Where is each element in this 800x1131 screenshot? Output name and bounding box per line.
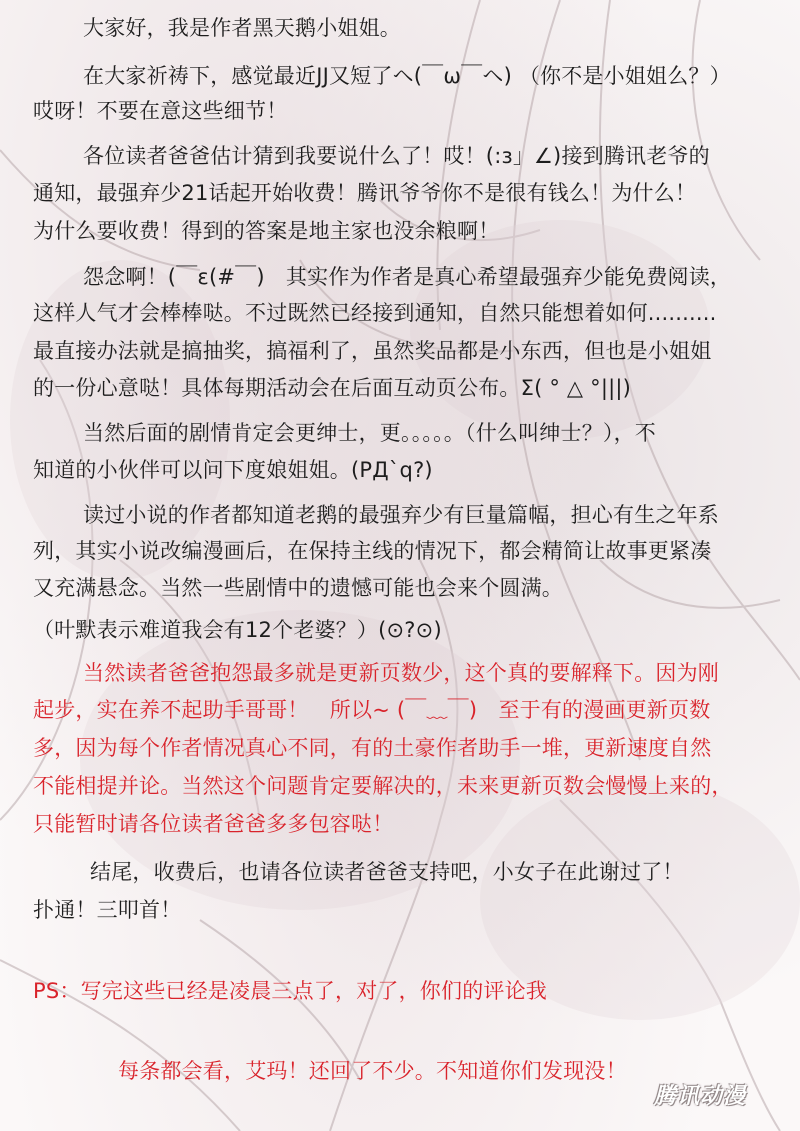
text-line: 读过小说的作者都知道老鹅的最强弃少有巨量篇幅，担心有生之年系 [83,503,719,527]
text-line: 知道的小伙伴可以问下度娘姐姐。(PД`q?) [33,458,433,482]
text-line: 又充满悬念。当然一些剧情中的遗憾可能也会来个圆满。 [33,576,563,600]
text-line-highlight: 只能暂时请各位读者爸爸多多包容哒！ [33,812,394,836]
text-line: （叶默表示难道我会有12个老婆？）(⊙?⊙) [33,618,442,642]
text-line: 哎呀！不要在意这些细节！ [33,99,288,123]
tencent-comic-watermark: 腾讯动漫 [654,1084,747,1109]
text-line: 各位读者爸爸估计猜到我要说什么了！哎！(:з」∠)接到腾讯老爷的 [83,144,710,168]
text-line-highlight: 起步，实在养不起助手哥哥！ 所以~ (￣﹏￣) 至于有的漫画更新页数 [33,698,711,722]
text-line: 在大家祈祷下，感觉最近JJ又短了ヘ(￣ω￣ヘ) （你不是小姐姐么？） [83,64,731,88]
text-line-highlight: 不能相提并论。当然这个问题肯定要解决的，未来更新页数会慢慢上来的， [33,774,733,798]
text-line-highlight: 多，因为每个作者情况真心不同，有的土豪作者助手一堆，更新速度自然 [33,736,712,760]
text-line: 大家好，我是作者黑天鹅小姐姐。 [83,16,401,40]
text-line: 扑通！三叩首！ [33,898,182,922]
text-line: 这样人气才会棒棒哒。不过既然已经接到通知，自然只能想着如何.......... [33,301,717,325]
text-line: 为什么要收费！得到的答案是地主家也没余粮啊！ [33,219,500,243]
text-line: 通知，最强弃少21话起开始收费！腾讯爷爷你不是很有钱么！为什么！ [33,181,697,205]
ps-line: 每条都会看，艾玛！还回了不少。不知道你们发现没！ [118,1059,627,1083]
text-line: 列，其实小说改编漫画后，在保持主线的情况下，都会精简让故事更紧凑 [33,539,712,563]
text-line-highlight: 当然读者爸爸抱怨最多就是更新页数少，这个真的要解释下。因为刚 [83,661,719,685]
text-line: 最直接办法就是搞抽奖，搞福利了，虽然奖品都是小东西，但也是小姐姐 [33,339,712,363]
text-line: 当然后面的剧情肯定会更绅士，更。。。。。（什么叫绅士？），不 [83,421,656,445]
text-line: 的一份心意哒！具体每期活动会在后面互动页公布。Σ( ° △ °|||) [33,376,632,400]
text-line: 怨念啊！(￣ε(#￣) 其实作为作者是真心希望最强弃少能免费阅读， [83,265,732,289]
text-line: 结尾，收费后，也请各位读者爸爸支持吧，小女子在此谢过了！ [90,860,684,884]
ps-line: PS：写完这些已经是凌晨三点了，对了，你们的评论我 [33,979,547,1003]
